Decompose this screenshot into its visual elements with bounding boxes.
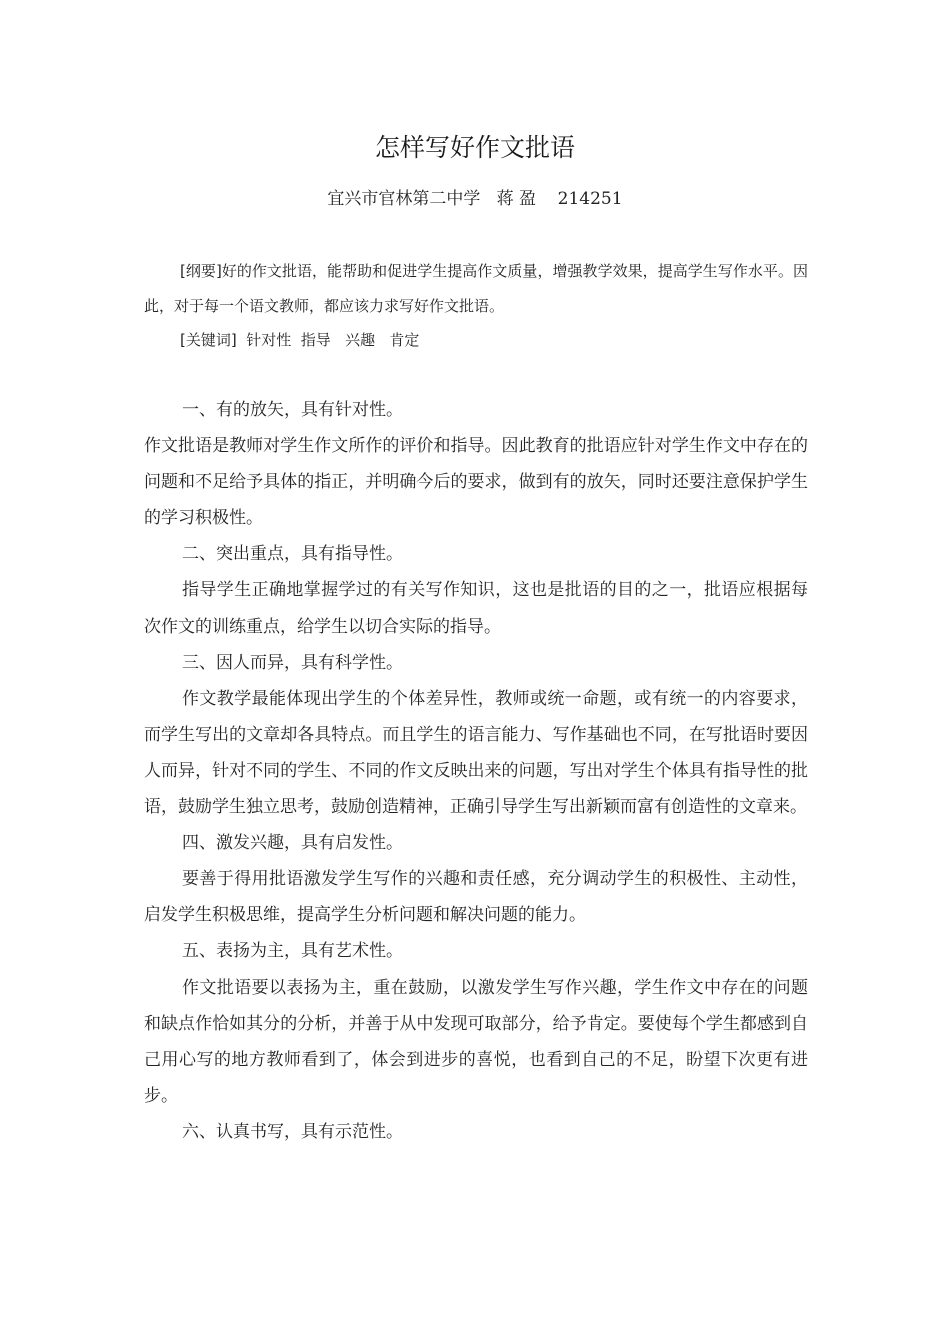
abstract: [144, 254, 808, 324]
section-heading: 二、突出重点，具有指导性。: [182, 544, 403, 565]
paragraph: 作文批语要以表扬为主，重在鼓励，以激发学生写作兴趣，学生作文中存在的问题和缺点作恰如其分的分析，并善于从中发现可取部分，给予肯定。要使每个学生都感到自己用心写的地方教师看到了，体会到进步的喜悦，也看到自己的不足，盼望下次更有进步。: [144, 977, 808, 1106]
section-heading: 一、有的放矢，具有针对性。: [182, 400, 403, 420]
section-heading: 四、激发兴趣，具有启发性。: [182, 833, 403, 854]
paragraph: 指导学生正确地掌握学过的有关写作知识，这也是批语的目的之一，批语应根据每次作文的训练重点，给学生以切合实际的指导。: [144, 580, 808, 637]
abstract-text: 好的作文批语，能帮助和促进学生提高作文质量，增强教学效果，提高学生写作水平。因此，对于每一个语文教师，都应该力求写好作文批语。: [144, 262, 808, 315]
paragraph: 作文批语是教师对学生作文所作的评价和指导。因此教育的批语应针对学生作文中存在的问题和不足给予具体的指正，并明确今后的要求，做到有的放矢，同时还要注意保护学生的学习积极性。: [144, 436, 808, 529]
section-heading: 五、表扬为主，具有艺术性。: [182, 941, 403, 962]
body-text: [144, 392, 808, 1150]
abstract-label: [纲要]: [180, 262, 222, 280]
section-heading: 三、因人而异，具有科学性。: [182, 652, 403, 673]
document-title: 怎样写好作文批语: [374, 133, 575, 162]
paragraph: 要善于得用批语激发学生写作的兴趣和责任感，充分调动学生的积极性、主动性，启发学生积极思维，提高学生分析问题和解决问题的能力。: [144, 869, 808, 926]
paragraph: 作文教学最能体现出学生的个体差异性，教师或统一命题，或有统一的内容要求，而学生写出的文章却各具特点。而且学生的语言能力、写作基础也不同，在写批语时要因人而异，针对不同的学生、不同的作文反映出来的问题，写出对学生个体具有指导性的批语，鼓励学生独立思考，鼓励创造精神，正确引导学生写出新颖而富有创造性的文章来。: [144, 688, 808, 818]
section-heading: 六、认真书写，具有示范性。: [182, 1121, 403, 1142]
author-line: 宜兴市官林第二中学 蒋 盈 214251: [327, 189, 623, 209]
keywords: [180, 324, 820, 356]
keywords-label: [关键词]: [180, 331, 237, 349]
keywords-text: 针对性 指导 兴趣 肯定: [236, 331, 420, 349]
